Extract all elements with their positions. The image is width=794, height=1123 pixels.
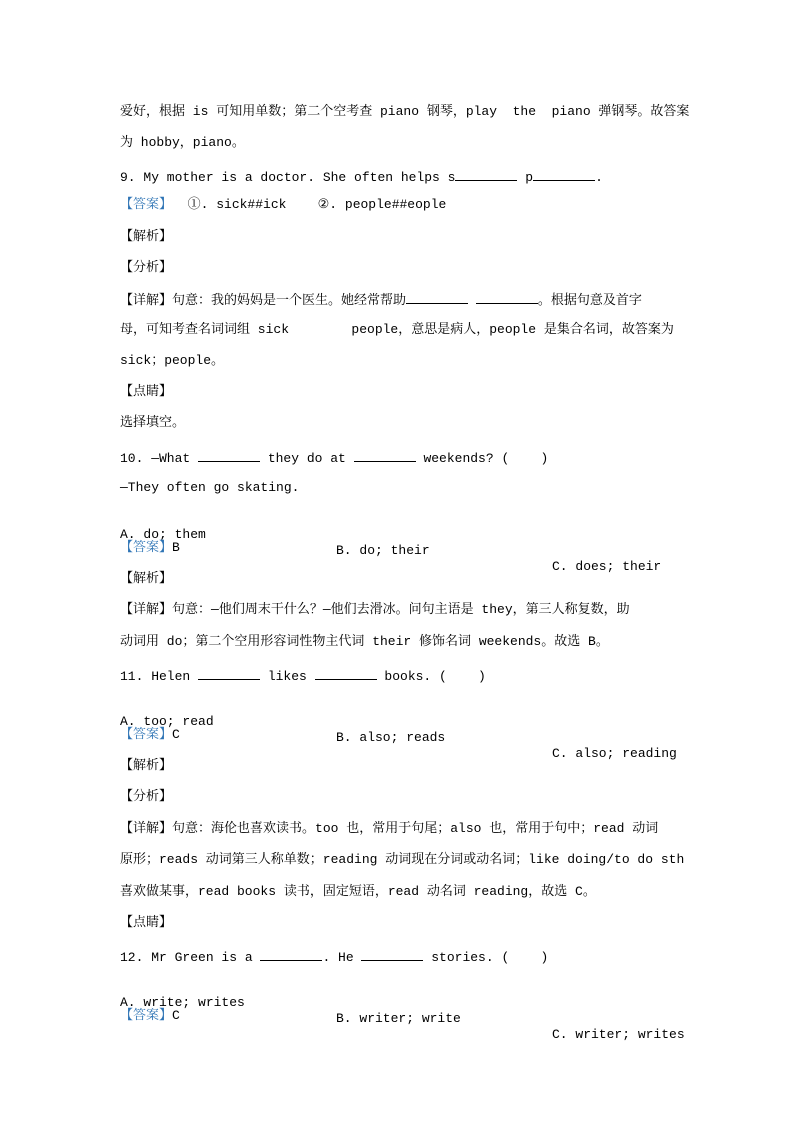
detail-text: 句意：我的妈妈是一个医生。她经常帮助	[172, 293, 407, 308]
detail-line: 动词用 do；第二个空用形容词性物主代词 their 修饰名词 weekends。故选 B。	[120, 634, 609, 649]
blank	[533, 168, 595, 181]
blank	[315, 667, 377, 680]
answer-label: 【答案】	[120, 197, 173, 212]
q-text: .	[595, 170, 603, 185]
detail-line: 母，可知考查名词词组 sick people，意思是病人，people 是集合名词，故答案为	[120, 322, 674, 337]
q-text: weekends? ( )	[415, 451, 549, 466]
analysis-label: 【解析】	[120, 229, 173, 244]
detail-line: 原形；reads 动词第三人称单数；reading 动词现在分词或动名词；like doing/to do sth	[120, 852, 685, 867]
fenxi-label: 【分析】	[120, 789, 173, 804]
answer-value: ①. sick##ick ②. people##eople	[172, 197, 447, 212]
answer-value: B	[172, 540, 180, 555]
question-11	[120, 667, 486, 685]
dianjing-label: 【点睛】	[120, 384, 173, 399]
option-b: B. also; reads	[336, 730, 446, 745]
answer-label: 【答案】	[120, 540, 173, 555]
q-text: 12. Mr Green is a	[120, 950, 261, 965]
detail-line	[120, 821, 658, 837]
detail-line: sick；people。	[120, 353, 225, 368]
blank	[455, 168, 517, 181]
detail-text: 句意：—他们周末干什么？—他们去滑冰。问句主语是 they，第三人称复数，助	[172, 602, 630, 617]
option-c: C. does; their	[552, 559, 662, 574]
detail-text: 。根据句意及首字	[537, 293, 642, 308]
q-text: 9. My mother is a doctor. She often helps s	[120, 170, 456, 185]
question-9	[120, 168, 603, 186]
options	[120, 698, 680, 778]
detail-line: 喜欢做某事，read books 读书，固定短语，read 动名词 reading，故选 C。	[120, 884, 596, 899]
reply-line: —They often go skating.	[120, 480, 300, 495]
option-b: B. writer; write	[336, 1011, 461, 1026]
options	[120, 979, 685, 1059]
q-text: p	[517, 170, 534, 185]
detail-label: 【详解】	[120, 602, 173, 617]
options	[120, 511, 680, 591]
blank	[406, 291, 468, 304]
q-text: stories. ( )	[423, 950, 549, 965]
question-10	[120, 449, 548, 467]
detail-label: 【详解】	[120, 821, 173, 836]
text-line: 为 hobby，piano。	[120, 135, 245, 150]
option-a: A. do; them	[120, 527, 206, 542]
blank	[260, 948, 322, 961]
detail-label: 【详解】	[120, 293, 173, 308]
answer-value: C	[172, 1008, 180, 1023]
analysis-label: 【解析】	[120, 758, 173, 773]
blank	[354, 449, 416, 462]
q-text: likes	[260, 669, 315, 684]
detail-line	[120, 602, 630, 618]
q-text: 11. Helen	[120, 669, 199, 684]
option-c: C. also; reading	[552, 746, 677, 761]
analysis-label: 【解析】	[120, 571, 173, 586]
blank	[361, 948, 423, 961]
note-line: 选择填空。	[120, 415, 186, 430]
option-a: A. too; read	[120, 714, 214, 729]
answer-line	[120, 540, 180, 556]
blank	[476, 291, 538, 304]
fenxi-label: 【分析】	[120, 260, 173, 275]
answer-line	[120, 727, 180, 743]
option-b: B. do; their	[336, 543, 430, 558]
question-12	[120, 948, 548, 966]
option-c: C. writer; writes	[552, 1027, 685, 1042]
q-text: 10. —What	[120, 451, 199, 466]
detail-line	[120, 291, 642, 309]
text-line: 爱好，根据 is 可知用单数；第二个空考查 piano 钢琴，play the piano 弹钢琴。故答案	[120, 104, 690, 119]
detail-text: 句意：海伦也喜欢读书。too 也，常用于句尾；also 也，常用于句中；read 动词	[172, 821, 659, 836]
option-a: A. write; writes	[120, 995, 245, 1010]
answer-label: 【答案】	[120, 1008, 173, 1023]
q-text: they do at	[260, 451, 354, 466]
answer-line	[120, 197, 446, 213]
q-text: . He	[322, 950, 362, 965]
blank	[198, 449, 260, 462]
answer-line	[120, 1008, 180, 1024]
q-text: books. ( )	[376, 669, 486, 684]
answer-value: C	[172, 727, 180, 742]
answer-label: 【答案】	[120, 727, 173, 742]
dianjing-label: 【点睛】	[120, 915, 173, 930]
blank	[198, 667, 260, 680]
